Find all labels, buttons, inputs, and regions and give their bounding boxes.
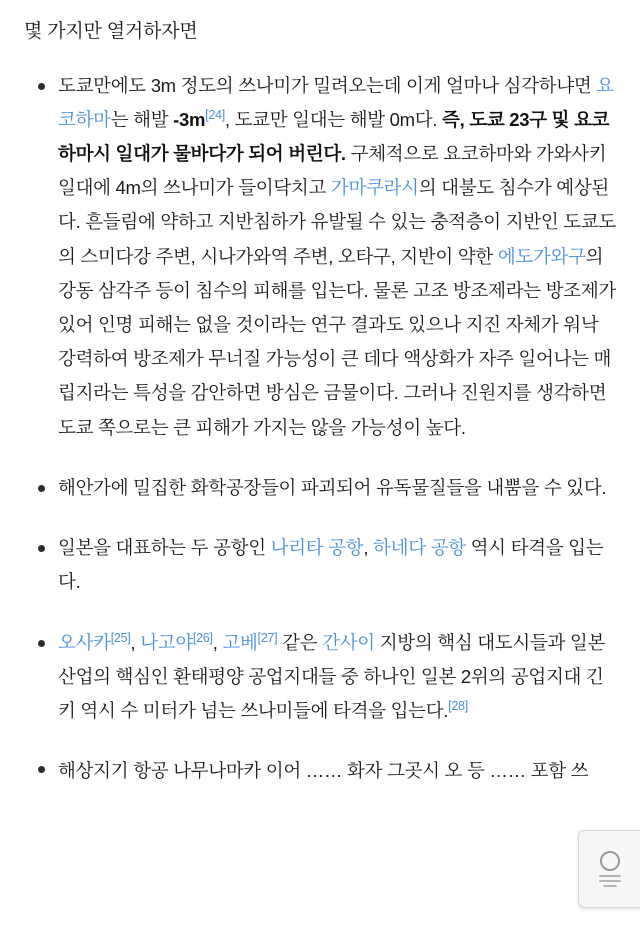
- body-text: 도쿄만에도 3m 정도의 쓰나미가 밀려오는데 이게 얼마나 심각하냐면: [58, 74, 597, 96]
- reference-link[interactable]: [25]: [110, 630, 131, 645]
- body-text: 일본을 대표하는 두 공항인: [58, 537, 271, 559]
- body-text: 역시 타격을 입는다.: [58, 537, 604, 593]
- lines-icon: [599, 875, 621, 887]
- emphasis-text: 및 요코하마시 일대가 물바다가 되어 버린다.: [58, 108, 610, 164]
- bullet-tokyo-bay-tsunami: [20, 69, 620, 445]
- bullet-chemical-plants: [20, 471, 620, 505]
- body-text: 의 강동 삼각주 등이 침수의 피해를 입는다. 물론 고조 방조제라는 방조제가 있어 인명 피해는 없을 것이라는 연구 결과도 있으나 지진 자체가 워낙 강력하여 방조제가 무너질 가능성이 큰 데다 액상화가 자주 일어나는 매립지라는 특성을 감안하면 방심은 금물이다. 그러나 진원지를 생각하면 도쿄 쪽으로는 큰 피해가 가지는 않을 가능성이 높다.: [58, 245, 616, 438]
- inline-link[interactable]: 하네다 공항: [373, 537, 466, 559]
- body-text: 는 해발: [110, 108, 174, 130]
- selection-widget[interactable]: [578, 830, 640, 908]
- intro-paragraph: 몇 가지만 열거하자면: [24, 21, 198, 42]
- circle-icon: [600, 851, 620, 871]
- emphasis-text: -3m: [173, 108, 206, 130]
- inline-link[interactable]: 도쿄 23구: [469, 108, 547, 130]
- inline-link[interactable]: 나고야: [140, 631, 193, 653]
- body-text: ,: [363, 537, 374, 559]
- reference-link[interactable]: [27]: [257, 630, 278, 645]
- inline-link[interactable]: 고베: [222, 631, 258, 653]
- bullet-airports: [20, 531, 620, 599]
- body-text: 의 대불도 침수가 예상된다. 흔들림에 약하고 지반침하가 유발될 수 있는 충적층이 지반인 도쿄도의 스미다강 주변, 시나가와역 주변, 오타구, 지반이 약한: [58, 177, 616, 267]
- body-text: ,: [212, 631, 223, 653]
- reference-link[interactable]: [24]: [205, 107, 225, 122]
- emphasis-text: 즉,: [442, 108, 470, 130]
- reference-link[interactable]: [28]: [448, 698, 468, 713]
- body-text: 같은: [277, 631, 323, 653]
- inline-link[interactable]: 요코하마: [58, 74, 614, 130]
- selection-widget-inner: [599, 851, 621, 887]
- list-item-partial: 해상지기 항공 나무나마카 이어 …… 화자 그곳시 오 등 …… 포함 쓰: [20, 754, 620, 768]
- reference-link[interactable]: [26]: [192, 630, 213, 645]
- body-text: 지방의 핵심 대도시들과 일본 산업의 핵심인 환태평양 공업지대들 중 하나인 일본 2위의 공업지대 긴키 역시 수 미터가 넘는 쓰나미들에 타격을 입는다.: [58, 631, 606, 721]
- inline-link[interactable]: 간사이: [322, 631, 375, 653]
- body-text: 해안가에 밀집한 화학공장들이 파괴되어 유독물질들을 내뿜을 수 있다.: [58, 476, 607, 498]
- body-text: ,: [130, 631, 141, 653]
- bullet-kansai-cities: [20, 626, 620, 729]
- inline-link[interactable]: 오사카: [58, 631, 111, 653]
- body-text: 구체적으로 요코하마와 가와사키 일대에 4m의 쓰나미가 들이닥치고: [58, 142, 607, 199]
- inline-link[interactable]: 가마쿠라시: [330, 177, 419, 199]
- inline-link[interactable]: 에도가와구: [497, 245, 586, 267]
- inline-link[interactable]: 나리타 공항: [270, 537, 364, 559]
- body-text: , 도쿄만 일대는 해발 0m다.: [224, 108, 443, 130]
- bullet-list: [20, 69, 620, 729]
